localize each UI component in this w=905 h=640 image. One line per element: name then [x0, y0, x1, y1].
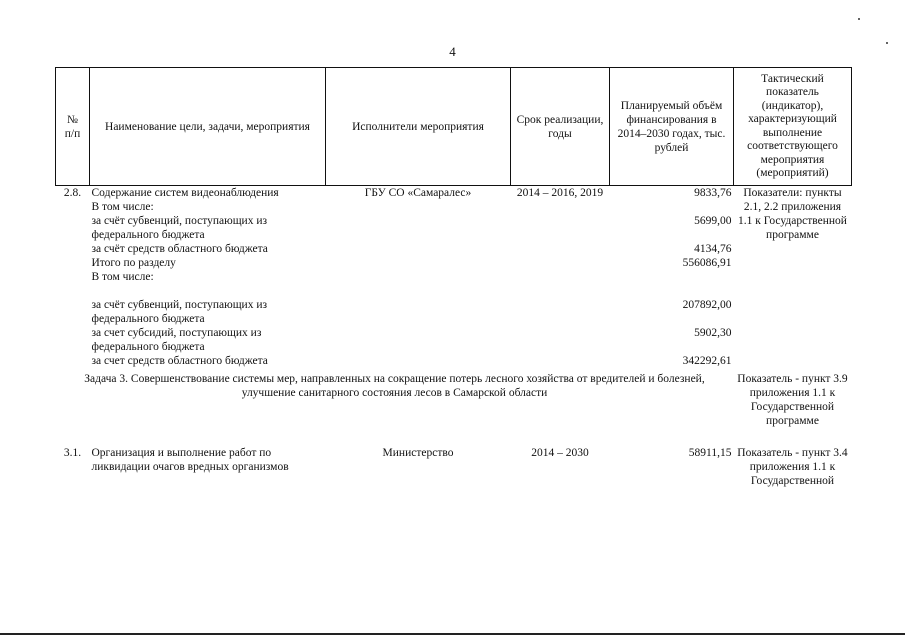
table-row: [56, 298, 852, 326]
scan-speck: [886, 42, 888, 44]
including-label: В том числе:: [91, 201, 154, 213]
task-row: [56, 368, 852, 446]
term: 2014 – 2016, 2019: [511, 186, 610, 201]
subventions-amount: 207892,00: [682, 299, 732, 311]
federal-amount: 5699,00: [694, 215, 732, 227]
row-num: 2.8.: [56, 186, 90, 201]
amount: 58911,15: [688, 447, 732, 459]
table-header-row: [56, 68, 852, 186]
table-row: [56, 200, 852, 214]
table-row: [56, 270, 852, 298]
subventions-label: за счёт субвенций, поступающих из федерального бюджета: [91, 299, 268, 325]
header-financing: Планируемый объём финансирования в 2014–2030 годах, тыс. рублей: [610, 68, 734, 186]
header-name: Наименование цели, задачи, мероприятия: [90, 68, 326, 186]
table-row: [56, 354, 852, 368]
page-number: 4: [449, 44, 456, 59]
executor: ГБУ СО «Самаралес»: [326, 186, 511, 201]
section-total-amount: 556086,91: [682, 257, 732, 269]
executor: Министерство: [382, 447, 454, 459]
table-row: [56, 446, 852, 488]
page-bottom-edge: [0, 633, 905, 635]
header-executors: Исполнители мероприятия: [326, 68, 511, 186]
subsidies-amount: 5902,30: [694, 327, 732, 339]
section-total-label: Итого по разделу: [91, 257, 176, 269]
measure-name: Организация и выполнение работ по ликвидации очагов вредных организмов: [91, 447, 289, 473]
regional-amount: 4134,76: [694, 243, 732, 255]
indicator: Показатель - пункт 3.4 приложения 1.1 к Государственной: [737, 447, 848, 487]
header-term: Срок реализации, годы: [511, 68, 610, 186]
table-row: [56, 186, 852, 201]
table-row: [56, 256, 852, 270]
regional-label: за счет средств областного бюджета: [91, 355, 268, 367]
measure-name: Содержание систем видеонаблюдения: [90, 186, 326, 201]
task-title: Задача 3. Совершенствование системы мер, направленных на сокращение потерь лесного хозяйства от вредителей и болезней, улучшение санитарного состояния лесов в Самарской области: [84, 373, 705, 399]
header-indicator: Тактический показатель (индикатор), характеризующий выполнение соответствующего мероприятия (мероприятий): [734, 68, 852, 186]
header-num: № п/п: [56, 68, 90, 186]
measures-table: [55, 67, 852, 488]
scan-speck: [858, 18, 860, 20]
term: 2014 – 2030: [531, 447, 589, 459]
table-row: [56, 214, 852, 242]
amount: 9833,76: [610, 186, 734, 201]
row-num: 3.1.: [63, 447, 82, 459]
regional-amount: 342292,61: [682, 355, 732, 367]
table-row: [56, 326, 852, 354]
indicator: Показатели: пункты 2.1, 2.2 приложения 1.1 к Государственной программе: [734, 186, 852, 257]
table-row: [56, 242, 852, 256]
task-indicator: Показатель - пункт 3.9 приложения 1.1 к Государственной программе: [737, 373, 848, 427]
subsidies-label: за счет субсидий, поступающих из федерального бюджета: [91, 327, 262, 353]
including-label: В том числе:: [91, 271, 154, 283]
federal-label: за счёт субвенций, поступающих из федерального бюджета: [91, 215, 268, 241]
regional-label: за счёт средств областного бюджета: [91, 243, 268, 255]
